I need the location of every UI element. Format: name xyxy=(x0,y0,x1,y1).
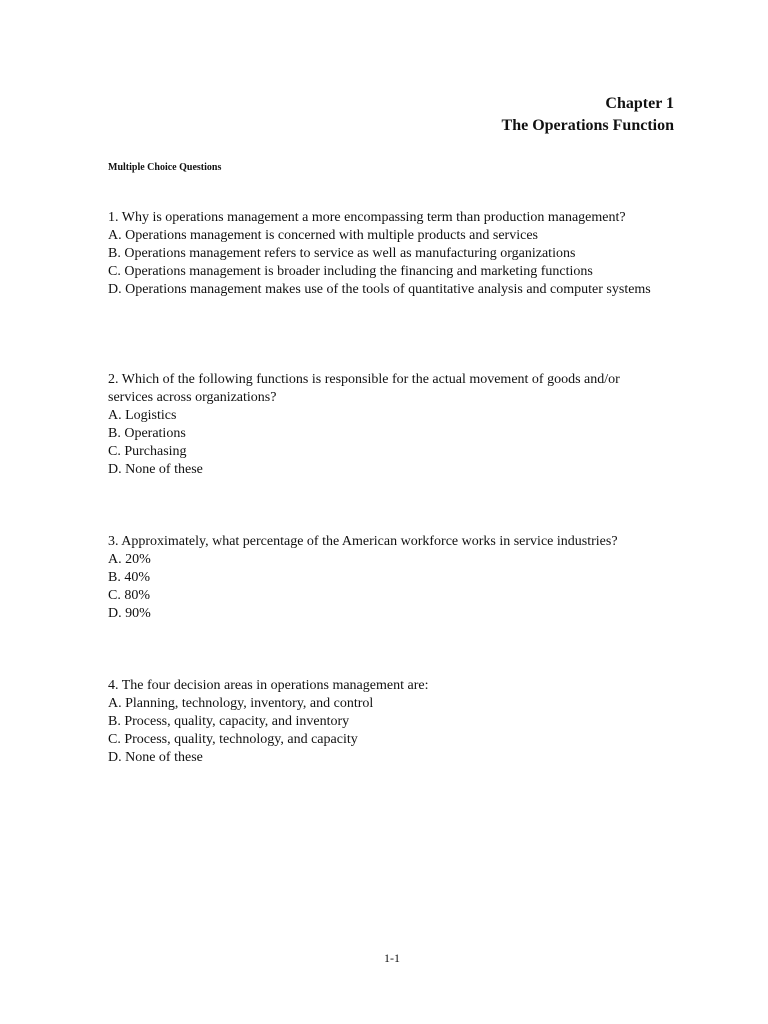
answer-option-a: A. Operations management is concerned with multiple products and services xyxy=(108,228,538,243)
chapter-number: Chapter 1 xyxy=(605,95,674,112)
answer-option-a: A. Planning, technology, inventory, and control xyxy=(108,696,374,711)
answer-option-b: B. Operations management refers to service as well as manufacturing organizations xyxy=(108,246,576,261)
answer-option-c: C. Process, quality, technology, and capacity xyxy=(108,732,358,747)
answer-option-c: C. 80% xyxy=(108,588,150,603)
answer-option-d: D. None of these xyxy=(108,750,203,765)
answer-option-d: D. 90% xyxy=(108,606,151,621)
answer-option-c: C. Operations management is broader including the financing and marketing functions xyxy=(108,264,593,279)
question-2 xyxy=(108,371,668,479)
answer-option-d: D. None of these xyxy=(108,462,203,477)
question-3 xyxy=(108,533,668,623)
question-stem: 4. The four decision areas in operations management are: xyxy=(108,678,429,693)
answer-option-b: B. Process, quality, capacity, and inventory xyxy=(108,714,350,729)
chapter-title: The Operations Function xyxy=(501,117,674,134)
chapter-header xyxy=(502,93,674,137)
question-stem: 3. Approximately, what percentage of the American workforce works in service industries? xyxy=(108,534,618,549)
question-stem: 1. Why is operations management a more encompassing term than production management? xyxy=(108,210,626,225)
answer-option-a: A. Logistics xyxy=(108,408,177,423)
answer-option-b: B. 40% xyxy=(108,570,150,585)
question-stem: 2. Which of the following functions is responsible for the actual movement of goods and/or services across organizations? xyxy=(108,372,620,405)
page-number: 1-1 xyxy=(384,951,400,965)
answer-option-c: C. Purchasing xyxy=(108,444,187,459)
question-4 xyxy=(108,677,668,767)
question-1 xyxy=(108,209,668,299)
answer-option-b: B. Operations xyxy=(108,426,186,441)
answer-option-d: D. Operations management makes use of the tools of quantitative analysis and computer systems xyxy=(108,282,651,297)
answer-option-a: A. 20% xyxy=(108,552,151,567)
section-heading: Multiple Choice Questions xyxy=(108,162,222,173)
